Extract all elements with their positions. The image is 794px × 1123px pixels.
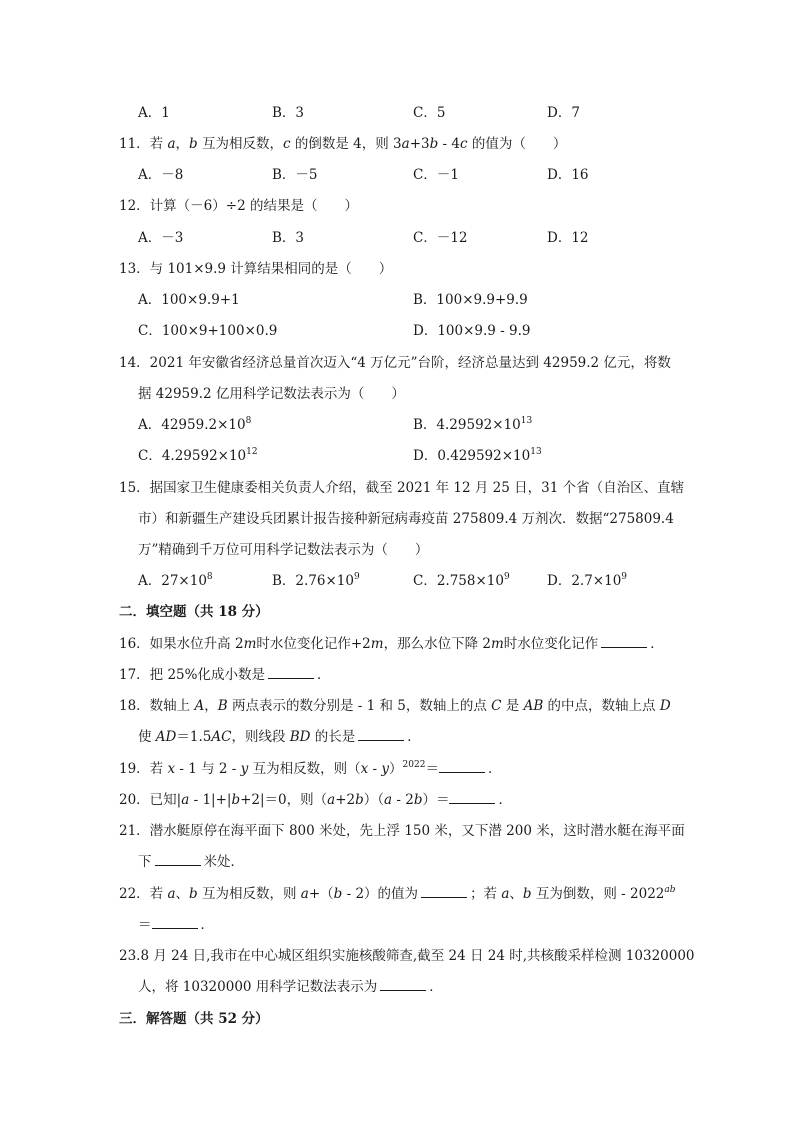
q21-stem-line2: 下 米处． xyxy=(138,854,244,870)
q14-stem-line1: 14．2021 年安徽省经济总量首次迈入“4 万亿元”台阶，经济总量达到 42959.2 亿元，将数 xyxy=(119,355,671,371)
section-heading-fill-in: 二．填空题（共 18 分） xyxy=(119,604,269,620)
q18-stem-line1: 18．数轴上 A，B 两点表示的数分别是 - 1 和 5，数轴上的点 C 是 AB 的中点，数轴上点 D xyxy=(119,698,671,714)
q11-stem: 11．若 a，b 互为相反数，c 的倒数是 4，则 3a+3b - 4c 的值为（ ） xyxy=(119,136,567,152)
q10-option-c: C．5 xyxy=(413,105,446,121)
q22-answer-blank-1 xyxy=(421,885,467,898)
q17-stem: 17．把 25%化成小数是 ． xyxy=(119,667,331,683)
q11-option-c: C．－1 xyxy=(413,167,459,183)
q18-stem-line2: 使 AD＝1.5AC，则线段 BD 的长是 ． xyxy=(138,729,421,745)
q10-option-a: A．1 xyxy=(138,105,170,121)
section-heading-solutions: 三．解答题（共 52 分） xyxy=(119,1011,269,1027)
q15-stem-line2: 市）和新疆生产建设兵团累计报告接种新冠病毒疫苗 275809.4 万剂次．数据“275809.4 xyxy=(138,511,674,527)
q10-option-b: B．3 xyxy=(272,105,305,121)
q14-stem-line2: 据 42959.2 亿用科学记数法表示为（ ） xyxy=(138,386,405,402)
q18-answer-blank xyxy=(358,728,404,741)
q12-option-c: C．－12 xyxy=(413,230,468,246)
q22-stem-line2: ＝ ． xyxy=(138,917,214,933)
q23-stem-line1: 23.8 月 24 日,我市在中心城区组织实施核酸筛查,截至 24 日 24 时,共核酸采样检测 10320000 xyxy=(119,948,695,964)
q15-option-b: B．$2.76\times 10^9$ xyxy=(272,572,360,589)
q11-option-b: B．－5 xyxy=(272,167,318,183)
q20-answer-blank xyxy=(449,791,495,804)
q13-option-b: B．100×9.9+9.9 xyxy=(413,292,528,308)
q15-stem-line3: 万”精确到千万位可用科学记数法表示为（ ） xyxy=(138,542,429,558)
q14-option-b: B．$4.29592\times 10^{13}$ xyxy=(413,416,533,433)
q11-option-d: D．16 xyxy=(547,167,589,183)
q23-answer-blank xyxy=(380,978,426,991)
q21-stem-line1: 21．潜水艇原停在海平面下 800 米处，先上浮 150 米，又下潜 200 米，这时潜水艇在海平面 xyxy=(119,823,685,839)
q12-option-d: D．12 xyxy=(547,230,589,246)
q16-stem: 16．如果水位升高 2m时水位变化记作+2m，那么水位下降 2m时水位变化记作 ． xyxy=(119,636,664,652)
q15-stem-line1: 15．据国家卫生健康委相关负责人介绍，截至 2021 年 12 月 25 日，31 个省（自治区、直辖 xyxy=(119,480,685,496)
q12-option-b: B．3 xyxy=(272,230,305,246)
q15-option-a: A．$27\times 10^8$ xyxy=(138,572,213,589)
q14-option-a: A．$42959.2\times 10^8$ xyxy=(138,416,252,433)
q10-option-d: D．7 xyxy=(547,105,580,121)
q22-answer-blank-2 xyxy=(152,916,198,929)
q15-option-d: D．$2.7\times 10^9$ xyxy=(547,572,628,589)
q12-option-a: A．－3 xyxy=(138,230,184,246)
q13-option-c: C．100×9+100×0.9 xyxy=(138,323,278,339)
q13-option-d: D．100×9.9 - 9.9 xyxy=(413,323,531,339)
q14-option-d: D．$0.429592\times 10^{13}$ xyxy=(413,447,542,464)
q23-stem-line2: 人，将 10320000 用科学记数法表示为 ． xyxy=(138,979,443,995)
q21-answer-blank xyxy=(155,853,201,866)
q19-answer-blank xyxy=(439,760,485,773)
q12-stem: 12．计算（－6）÷2 的结果是（ ） xyxy=(119,198,358,214)
q13-stem: 13．与 101×9.9 计算结果相同的是（ ） xyxy=(119,261,393,277)
q14-option-c: C．$4.29592\times 10^{12}$ xyxy=(138,447,258,464)
q17-answer-blank xyxy=(268,666,314,679)
q15-option-c: C．$2.758\times 10^9$ xyxy=(413,572,510,589)
q11-option-a: A．－8 xyxy=(138,167,184,183)
q19-stem: 19．若 x - 1 与 2 - y 互为相反数，则（x - y）$^{2022}$＝ ． xyxy=(119,760,502,777)
q20-stem: 20．已知|a - 1|+|b+2|＝0，则（a+2b）（a - 2b）＝ ． xyxy=(119,792,512,808)
q16-answer-blank xyxy=(601,635,647,648)
q13-option-a: A．100×9.9+1 xyxy=(138,292,240,308)
q22-stem-line1: 22．若 a、b 互为相反数，则 a+（b - 2）的值为 ；若 a、b 互为倒数，则 - $2022^{ab}$ xyxy=(119,885,676,902)
